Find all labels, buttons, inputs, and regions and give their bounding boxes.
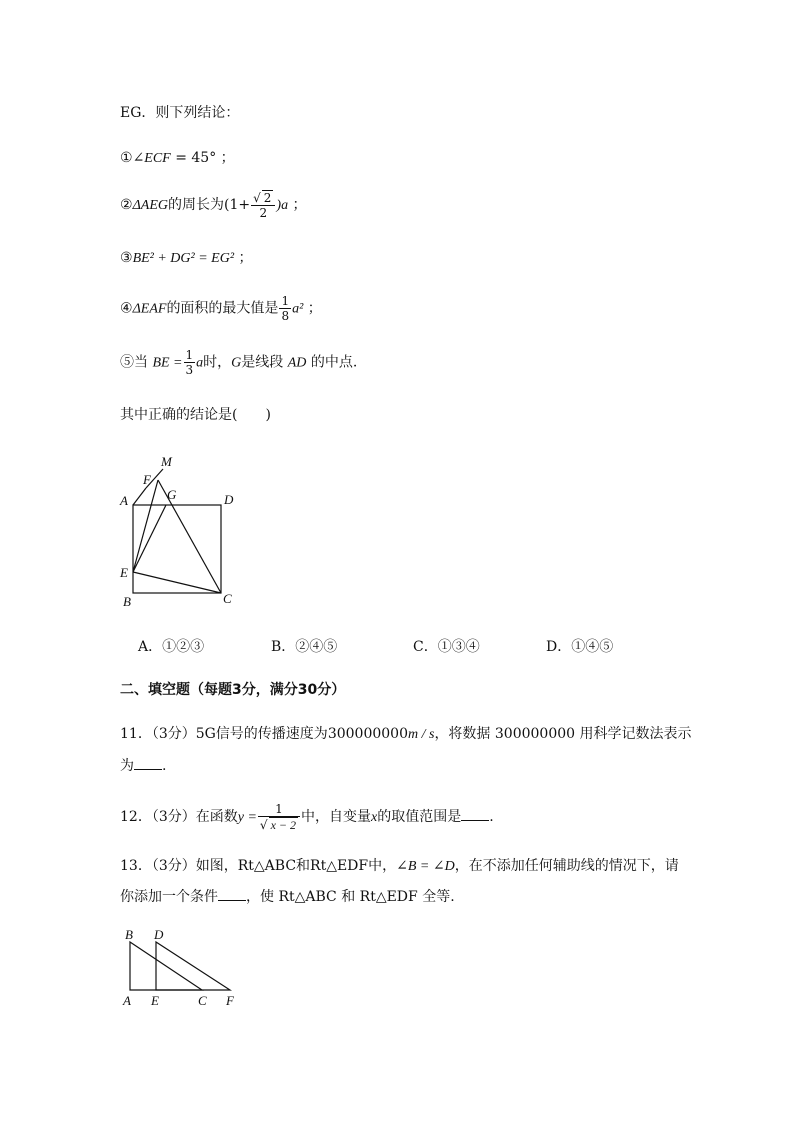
q13-text: ，使 Rt△ABC 和 Rt△EDF 全等. bbox=[246, 889, 455, 905]
fraction bbox=[279, 294, 291, 323]
conclusion-3 bbox=[120, 248, 253, 269]
question-13-line1 bbox=[120, 856, 679, 877]
q12-y: y = bbox=[237, 810, 257, 825]
conclusion-mark: ① bbox=[120, 150, 133, 166]
question-11-line2 bbox=[120, 756, 166, 776]
answer-blank[interactable] bbox=[461, 808, 489, 821]
fraction-den: 3 bbox=[185, 363, 194, 377]
triangle-edf bbox=[156, 942, 230, 990]
expr-post: a² bbox=[292, 301, 304, 317]
fraction-num: 1 bbox=[185, 348, 194, 362]
conclusion-mark: ③ bbox=[120, 250, 133, 266]
option-value: ①④⑤ bbox=[571, 639, 614, 655]
label-c: C bbox=[223, 591, 232, 606]
conclusion-text: 是线段 bbox=[241, 354, 284, 371]
q12-x: x bbox=[371, 810, 378, 825]
label-c: C bbox=[198, 993, 207, 1008]
square-abcd bbox=[133, 505, 221, 593]
q11-text: 11．（3分）5G信号的传播速度为 bbox=[120, 726, 328, 742]
sqrt-radicand: x − 2 bbox=[270, 818, 296, 832]
label-g: G bbox=[167, 487, 177, 502]
conclusion-5 bbox=[120, 348, 357, 377]
equation: BE² + DG² = EG² bbox=[132, 251, 235, 266]
q12-text: 12．（3分）在函数 bbox=[120, 809, 238, 825]
conclusion-text: 的中点. bbox=[310, 354, 358, 371]
q13-text: 你添加一个条件 bbox=[120, 889, 218, 905]
answer-blank[interactable] bbox=[134, 757, 162, 770]
segment-fa bbox=[133, 488, 146, 505]
conclusion-mark: ⑤ bbox=[120, 354, 134, 371]
option-letter: A． bbox=[138, 639, 163, 655]
option-d[interactable] bbox=[546, 636, 613, 656]
label-d: D bbox=[224, 492, 234, 507]
angle-value: 45° bbox=[191, 150, 217, 166]
option-letter: D． bbox=[546, 639, 572, 655]
fraction bbox=[184, 348, 196, 377]
expr-post: a bbox=[196, 355, 204, 371]
label-f: F bbox=[143, 472, 151, 487]
fraction bbox=[258, 802, 300, 832]
conclusion-mark: ④ bbox=[120, 300, 133, 317]
conclusion-2 bbox=[120, 190, 307, 220]
option-letter: B． bbox=[271, 639, 296, 655]
q12-text: 的取值范围是 bbox=[377, 809, 462, 825]
answer-blank[interactable] bbox=[218, 888, 246, 901]
question-prompt bbox=[120, 405, 271, 425]
label-e: E bbox=[120, 565, 128, 580]
expr-pre: (1+ bbox=[224, 197, 251, 213]
label-b: B bbox=[123, 594, 131, 609]
fraction-den: 8 bbox=[281, 309, 290, 323]
option-b[interactable] bbox=[271, 636, 337, 656]
fraction-num: 1 bbox=[258, 802, 300, 817]
fraction-den: √ x − 2 bbox=[259, 818, 296, 832]
question-12 bbox=[120, 802, 494, 832]
q11-text: . bbox=[162, 758, 167, 774]
fraction-den: 2 bbox=[259, 206, 268, 220]
option-value: ①③④ bbox=[437, 639, 480, 655]
punct: ； bbox=[292, 197, 307, 213]
q13-text: ，在不添加任何辅助线的情况下，请 bbox=[454, 858, 679, 874]
option-a[interactable] bbox=[138, 636, 204, 656]
sqrt-radicand: 2 bbox=[263, 191, 272, 205]
fraction bbox=[251, 190, 275, 220]
q11-unit: m / s bbox=[407, 727, 435, 742]
question-11-line1 bbox=[120, 724, 692, 745]
option-c[interactable] bbox=[413, 636, 480, 656]
q13-text: 13．（3分）如图，Rt△ABC和Rt△EDF中， bbox=[120, 858, 397, 874]
intro-tail: EG．则下列结论： bbox=[120, 105, 240, 121]
section-heading bbox=[120, 680, 345, 700]
section-heading-text: 二、填空题（每题3分，满分30分） bbox=[120, 682, 346, 698]
conclusion-1 bbox=[120, 148, 235, 169]
conclusion-text: 时， bbox=[203, 354, 232, 371]
conclusion-4 bbox=[120, 294, 322, 323]
intro-text bbox=[120, 103, 239, 123]
punct: ； bbox=[220, 150, 235, 166]
question-13-line2 bbox=[120, 887, 455, 907]
conclusion-text: 的周长为 bbox=[168, 197, 224, 213]
segment-fe bbox=[133, 480, 158, 572]
fraction-num: 1 bbox=[281, 294, 290, 308]
conclusion-mark: ② bbox=[120, 197, 133, 213]
expr-post: )a bbox=[276, 198, 289, 213]
label-d: D bbox=[154, 927, 164, 942]
q13-condition: ∠B = ∠D bbox=[396, 859, 455, 874]
fraction-num: √ 2 bbox=[251, 190, 275, 206]
conclusion-text: 当 bbox=[134, 354, 148, 371]
segment-ad: AD bbox=[287, 355, 307, 371]
equals: = bbox=[175, 150, 187, 166]
q11-speed: 300000000 bbox=[327, 726, 408, 742]
figure-square-geometry bbox=[110, 452, 270, 612]
label-f: F bbox=[226, 993, 234, 1008]
point-g: G bbox=[231, 355, 242, 371]
label-e: E bbox=[151, 993, 159, 1008]
option-letter: C． bbox=[413, 639, 438, 655]
q12-text: . bbox=[489, 809, 494, 825]
segment-ge bbox=[133, 505, 166, 572]
figure-triangles bbox=[118, 924, 258, 1014]
triangle-aeg: ΔAEG bbox=[132, 198, 168, 213]
expr-lhs: BE = bbox=[152, 355, 183, 371]
label-b: B bbox=[125, 927, 133, 942]
label-a: A bbox=[123, 993, 131, 1008]
q11-text: 为 bbox=[120, 758, 134, 774]
segment-ec bbox=[133, 572, 221, 593]
punct: ； bbox=[307, 300, 322, 317]
conclusion-text: 的面积的最大值是 bbox=[166, 300, 279, 317]
option-value: ②④⑤ bbox=[295, 639, 338, 655]
q12-text: 中，自变量 bbox=[301, 809, 371, 825]
punct: ； bbox=[238, 250, 253, 266]
label-m: M bbox=[161, 454, 172, 469]
option-value: ①②③ bbox=[162, 639, 205, 655]
label-a: A bbox=[120, 493, 128, 508]
triangle-eaf: ΔEAF bbox=[132, 301, 167, 317]
prompt-text: 其中正确的结论是( ) bbox=[120, 407, 271, 423]
q11-text: ，将数据 300000000 用科学记数法表示 bbox=[434, 726, 692, 742]
angle-ecf: ∠ECF bbox=[132, 151, 171, 166]
